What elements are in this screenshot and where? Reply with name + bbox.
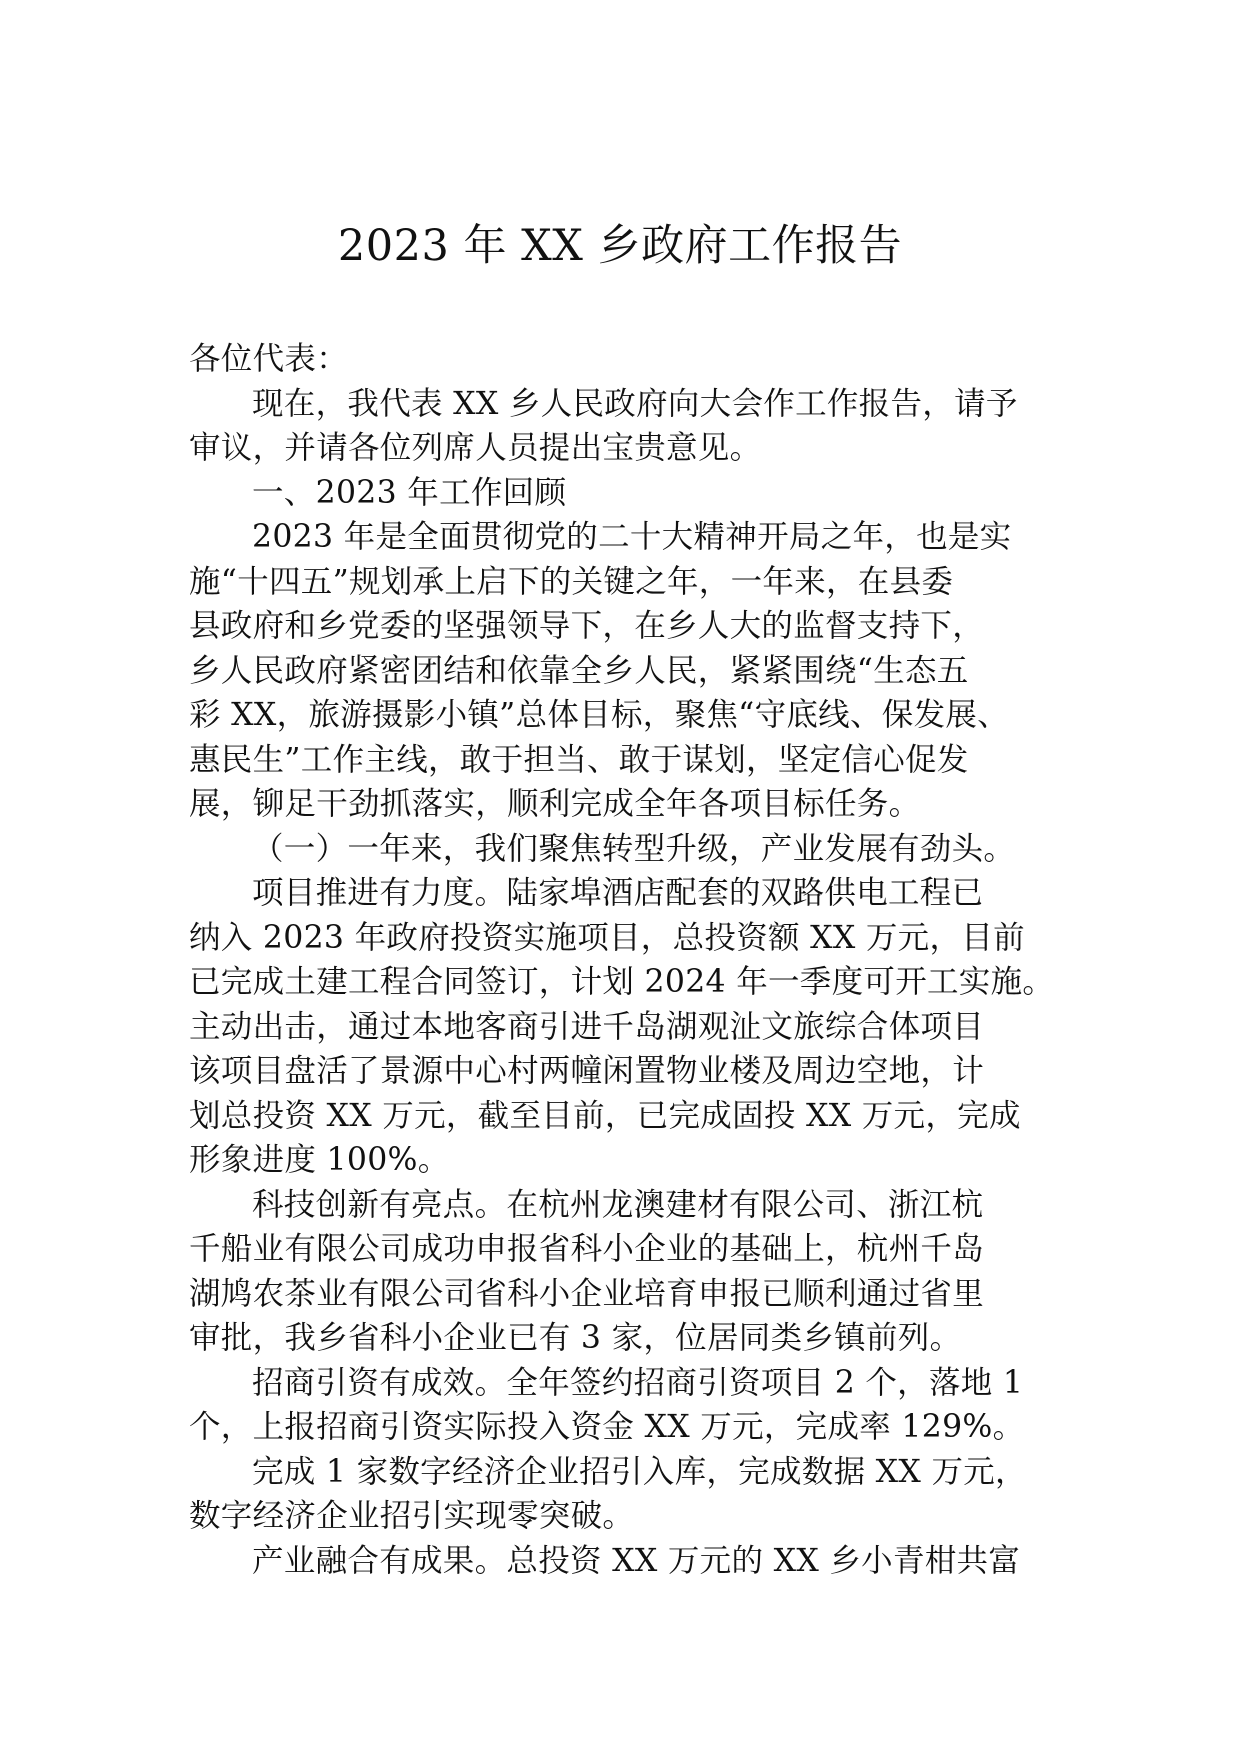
document-body	[189, 337, 1069, 1583]
paragraph-line: 彩 XX，旅游摄影小镇”总体目标，聚焦“守底线、保发展、	[189, 697, 1009, 733]
paragraph-line: 现在，我代表 XX 乡人民政府向大会作工作报告，请予	[252, 385, 1018, 422]
paragraph-line: 施“十四五”规划承上启下的关键之年，一年来，在县委	[189, 563, 954, 600]
paragraph-line: 审议，并请各位列席人员提出宝贵意见。	[189, 430, 762, 466]
paragraph-line: 招商引资有成效。全年签约招商引资项目 2 个，落地 1	[252, 1364, 1024, 1401]
paragraph-line: 划总投资 XX 万元，截至目前，已完成固投 XX 万元，完成	[189, 1097, 1021, 1134]
paragraph-line: 数字经济企业招引实现零突破。	[189, 1498, 635, 1534]
paragraph-line: 已完成土建工程合同签订，计划 2024 年一季度可开工实施。	[189, 964, 1055, 1000]
document-title: 2023 年 XX 乡政府工作报告	[337, 221, 903, 271]
paragraph-line: 湖鸠农茶业有限公司省科小企业培育申报已顺利通过省里	[189, 1275, 985, 1312]
paragraph-line: （一）一年来，我们聚焦转型升级，产业发展有劲头。	[252, 830, 1016, 867]
paragraph-line: 县政府和乡党委的坚强领导下，在乡人大的监督支持下，	[189, 608, 985, 644]
paragraph-line: 完成 1 家数字经济企业招引入库，完成数据 XX 万元，	[252, 1453, 1027, 1490]
paragraph-line: 纳入 2023 年政府投资实施项目，总投资额 XX 万元，目前	[189, 919, 1025, 956]
paragraph-line: 千船业有限公司成功申报省科小企业的基础上，杭州千岛	[189, 1231, 985, 1267]
paragraph-line: 形象进度 100%。	[189, 1142, 450, 1178]
paragraph-line: 审批，我乡省科小企业已有 3 家，位居同类乡镇前列。	[189, 1320, 962, 1356]
paragraph-line: 一、2023 年工作回顾	[252, 474, 567, 511]
paragraph-line: 各位代表：	[189, 341, 349, 377]
paragraph-line: 产业融合有成果。总投资 XX 万元的 XX 乡小青柑共富	[252, 1542, 1021, 1579]
paragraph-line: 项目推进有力度。陆家埠酒店配套的双路供电工程已	[252, 875, 984, 911]
paragraph-line: 个，上报招商引资实际投入资金 XX 万元，完成率 129%。	[189, 1409, 1025, 1445]
paragraph-line: 惠民生”工作主线，敢于担当、敢于谋划，坚定信心促发	[189, 741, 969, 778]
paragraph-line: 主动出击，通过本地客商引进千岛湖观沚文旅综合体项目	[189, 1008, 985, 1045]
paragraph-line: 科技创新有亮点。在杭州龙澳建材有限公司、浙江杭	[252, 1186, 984, 1223]
paragraph-line: 2023 年是全面贯彻党的二十大精神开局之年，也是实	[252, 519, 1012, 555]
paragraph-line: 该项目盘活了景源中心村两幢闲置物业楼及周边空地，计	[189, 1053, 985, 1089]
paragraph-line: 乡人民政府紧密团结和依靠全乡人民，紧紧围绕“生态五	[189, 652, 969, 689]
paragraph-line: 展，铆足干劲抓落实，顺利完成全年各项目标任务。	[189, 786, 921, 822]
